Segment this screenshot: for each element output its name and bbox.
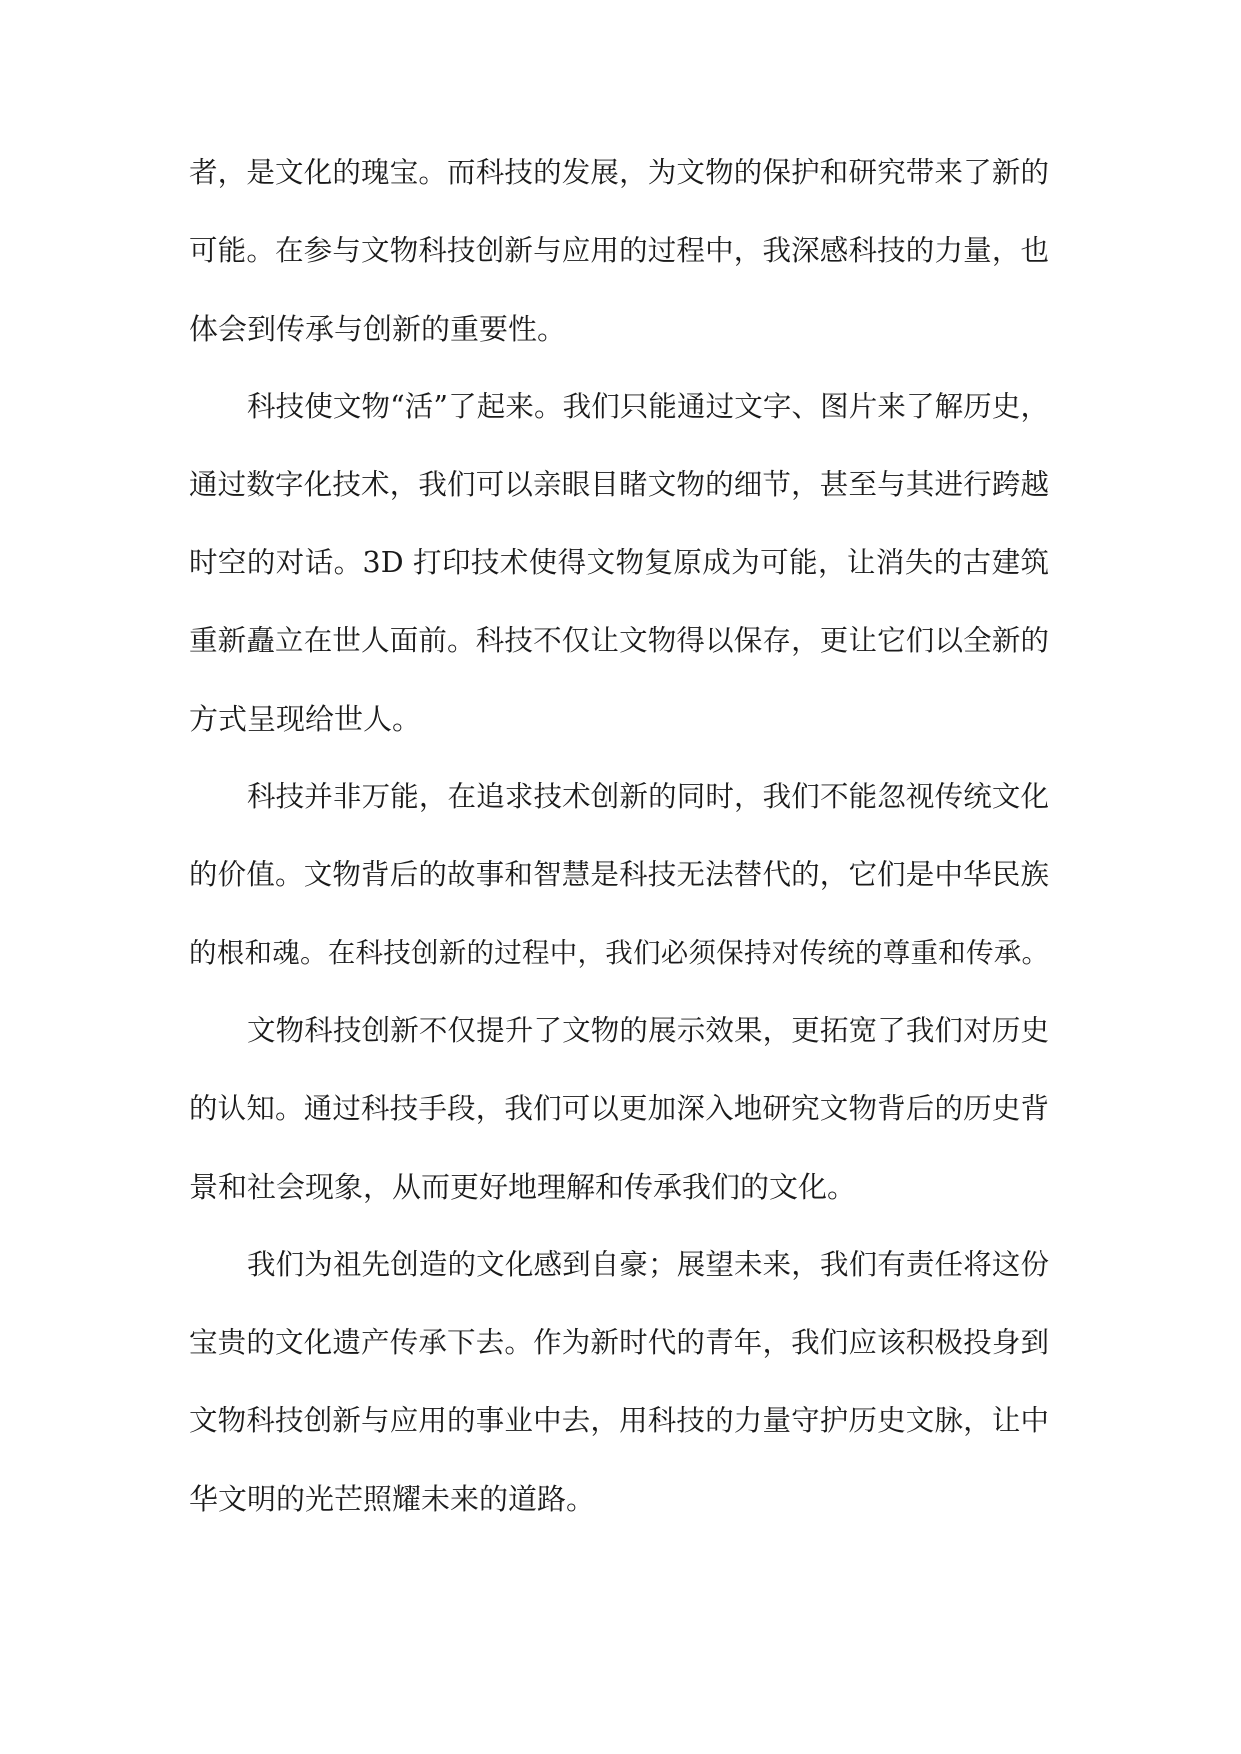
text-line: 的价值。文物背后的故事和智慧是科技无法替代的，它们是中华民族 <box>189 858 1049 891</box>
text-line: 宝贵的文化遗产传承下去。作为新时代的青年，我们应该积极投身到 <box>189 1326 1049 1359</box>
text-line: 华文明的光芒照耀未来的道路。 <box>189 1482 596 1516</box>
text-line: 的认知。通过科技手段，我们可以更加深入地研究文物背后的历史背 <box>189 1092 1049 1125</box>
text-line: 方式呈现给世人。 <box>189 702 422 736</box>
text-line: 可能。在参与文物科技创新与应用的过程中，我深感科技的力量，也 <box>189 234 1049 267</box>
text-line: 的根和魂。在科技创新的过程中，我们必须保持对传统的尊重和传承。 <box>189 937 1049 969</box>
text-line: 体会到传承与创新的重要性。 <box>189 312 567 346</box>
document-body <box>189 143 1059 1547</box>
paragraph-first-line: 文物科技创新不仅提升了文物的展示效果，更拓宽了我们对历史 <box>247 1014 1049 1047</box>
text-line: 景和社会现象，从而更好地理解和传承我们的文化。 <box>189 1170 857 1204</box>
text-line: 通过数字化技术，我们可以亲眼目睹文物的细节，甚至与其进行跨越 <box>189 468 1049 501</box>
paragraph-first-line: 科技使文物“活”了起来。我们只能通过文字、图片来了解历史， <box>247 390 1049 423</box>
text-line: 者，是文化的瑰宝。而科技的发展，为文物的保护和研究带来了新的 <box>189 156 1049 189</box>
paragraph-first-line: 科技并非万能，在追求技术创新的同时，我们不能忽视传统文化 <box>247 780 1049 813</box>
paragraph-first-line: 我们为祖先创造的文化感到自豪；展望未来，我们有责任将这份 <box>247 1248 1049 1281</box>
text-line: 重新矗立在世人面前。科技不仅让文物得以保存，更让它们以全新的 <box>189 624 1049 657</box>
text-line: 时空的对话。3D 打印技术使得文物复原成为可能，让消失的古建筑 <box>189 546 1049 579</box>
text-line: 文物科技创新与应用的事业中去，用科技的力量守护历史文脉，让中 <box>189 1404 1049 1437</box>
